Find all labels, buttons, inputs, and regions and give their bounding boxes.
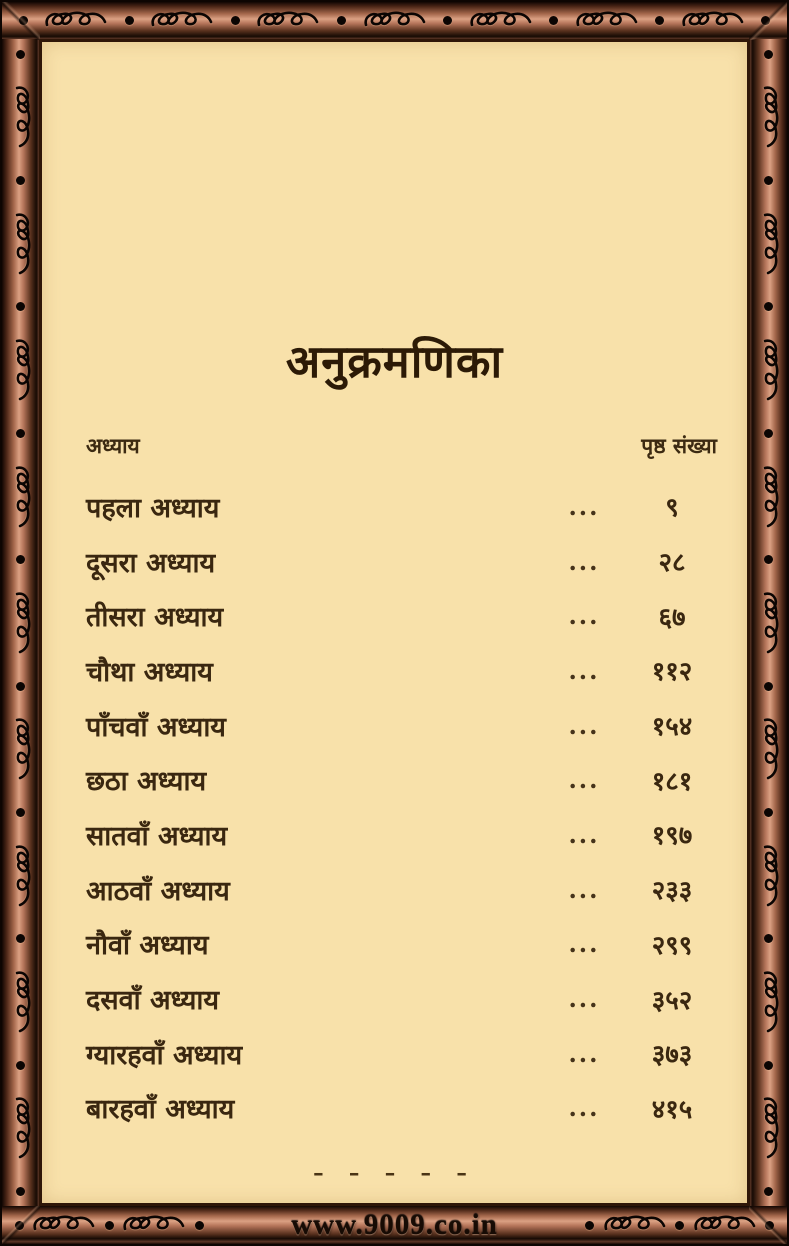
table-header [86,432,717,460]
dots-separator: ... [568,655,600,685]
dot-icon [16,429,25,438]
dot-icon [16,555,25,564]
dot-icon [761,16,770,25]
dot-icon [764,176,773,185]
scroll-ornament-icon [10,85,32,149]
scroll-ornament-icon [10,591,32,655]
page-number: २३३ [651,876,693,907]
scroll-ornament-icon [256,10,320,32]
dots-separator: ... [568,491,600,521]
dot-icon [764,429,773,438]
scroll-ornament-icon [758,1096,780,1160]
scroll-ornament-icon [150,10,214,32]
page-number: ६७ [658,602,686,633]
table-row [86,479,717,534]
dot-icon [585,1221,594,1230]
frame-border-left [2,2,39,1244]
dot-icon [16,1061,25,1070]
dot-icon [764,302,773,311]
table-row [86,643,717,698]
dots-separator: ... [568,1038,600,1068]
dot-icon [16,1187,25,1196]
column-header-chapter: अध्याय [86,433,140,458]
page-number: १८१ [651,766,693,797]
dot-icon [765,1221,774,1230]
table-row [86,971,717,1026]
chapter-label: पाँचवाँ अध्याय [86,711,226,743]
scroll-ornament-icon [603,1214,667,1236]
dot-icon [764,934,773,943]
scroll-ornament-icon [10,970,32,1034]
scroll-ornament-icon [10,338,32,402]
dot-icon [105,1221,114,1230]
table-row [86,862,717,917]
scroll-ornament-icon [10,1096,32,1160]
dot-icon [231,16,240,25]
scroll-ornament-icon [758,338,780,402]
page-number: ९ [665,493,679,524]
page-number: ३७३ [651,1040,693,1071]
dot-icon [15,1221,24,1230]
dot-icon [764,1061,773,1070]
chapter-label: ग्यारहवाँ अध्याय [86,1039,243,1071]
scroll-ornament-icon [122,1214,186,1236]
chapter-label: बारहवाँ अध्याय [86,1094,235,1126]
chapter-label: नौवाँ अध्याय [86,930,209,962]
dots-separator: ... [568,546,600,576]
table-row [86,752,717,807]
scroll-ornament-icon [44,10,108,32]
bottom-left-ornaments [14,1214,204,1236]
page-title: अनुक्रमणिका [285,335,504,388]
frame-border-bottom [2,1206,787,1244]
chapter-label: दूसरा अध्याय [86,547,216,579]
chapter-label: सातवाँ अध्याय [86,820,228,852]
scroll-ornament-icon [363,10,427,32]
scroll-ornament-icon [758,465,780,529]
scroll-ornament-icon [10,844,32,908]
page-number: २९९ [651,930,693,961]
table-row [86,698,717,753]
dot-icon [195,1221,204,1230]
scroll-ornament-icon [10,212,32,276]
dot-icon [16,808,25,817]
bottom-right-ornaments [585,1214,775,1236]
scroll-ornament-icon [758,591,780,655]
scroll-ornament-icon [32,1214,96,1236]
chapter-label: चौथा अध्याय [86,656,213,688]
scroll-ornament-icon [469,10,533,32]
footer-dashes: – – – – – [313,1160,476,1185]
dot-icon [16,934,25,943]
dot-icon [19,16,28,25]
scroll-ornament-icon [10,465,32,529]
dot-icon [16,682,25,691]
dot-icon [125,16,134,25]
toc-rows [86,479,717,1135]
dots-separator: ... [568,819,600,849]
dots-separator: ... [568,1093,600,1123]
dots-separator: ... [568,710,600,740]
website-url: www.9009.co.in [291,1208,498,1241]
page-number: १५४ [651,712,693,743]
frame-border-top [2,2,787,39]
dots-separator: ... [568,984,600,1014]
scroll-ornament-icon [758,844,780,908]
scroll-ornament-icon [575,10,639,32]
table-row [86,588,717,643]
frame-border-right [750,2,787,1244]
page-number: २८ [658,548,686,579]
scroll-ornament-icon [10,717,32,781]
table-row [86,807,717,862]
dots-separator: ... [568,929,600,959]
column-header-page-number: पृष्ठ संख्या [641,433,717,458]
scroll-ornament-icon [758,85,780,149]
page-number: ४१५ [651,1094,693,1125]
dot-icon [764,682,773,691]
page-number: १९७ [651,821,693,852]
dots-separator: ... [568,765,600,795]
dot-icon [764,555,773,564]
dot-icon [16,302,25,311]
scroll-ornament-icon [758,970,780,1034]
dot-icon [764,808,773,817]
dot-icon [337,16,346,25]
table-row [86,1026,717,1081]
page-number: ३५२ [651,985,693,1016]
dot-icon [16,176,25,185]
table-row [86,534,717,589]
chapter-label: दसवाँ अध्याय [86,985,220,1017]
dot-icon [675,1221,684,1230]
chapter-label: आठवाँ अध्याय [86,875,230,907]
chapter-label: तीसरा अध्याय [86,602,224,634]
chapter-label: छठा अध्याय [86,766,207,798]
dot-icon [764,1187,773,1196]
scroll-ornament-icon [693,1214,757,1236]
dot-icon [655,16,664,25]
scroll-ornament-icon [758,717,780,781]
table-row [86,917,717,972]
dots-separator: ... [568,874,600,904]
chapter-label: पहला अध्याय [86,492,220,524]
dot-icon [549,16,558,25]
table-row [86,1081,717,1136]
scroll-ornament-icon [758,212,780,276]
dot-icon [764,50,773,59]
dots-separator: ... [568,601,600,631]
page-body [39,39,750,1206]
scroll-ornament-icon [681,10,745,32]
page-number: ११२ [651,657,693,688]
dot-icon [16,50,25,59]
dot-icon [443,16,452,25]
